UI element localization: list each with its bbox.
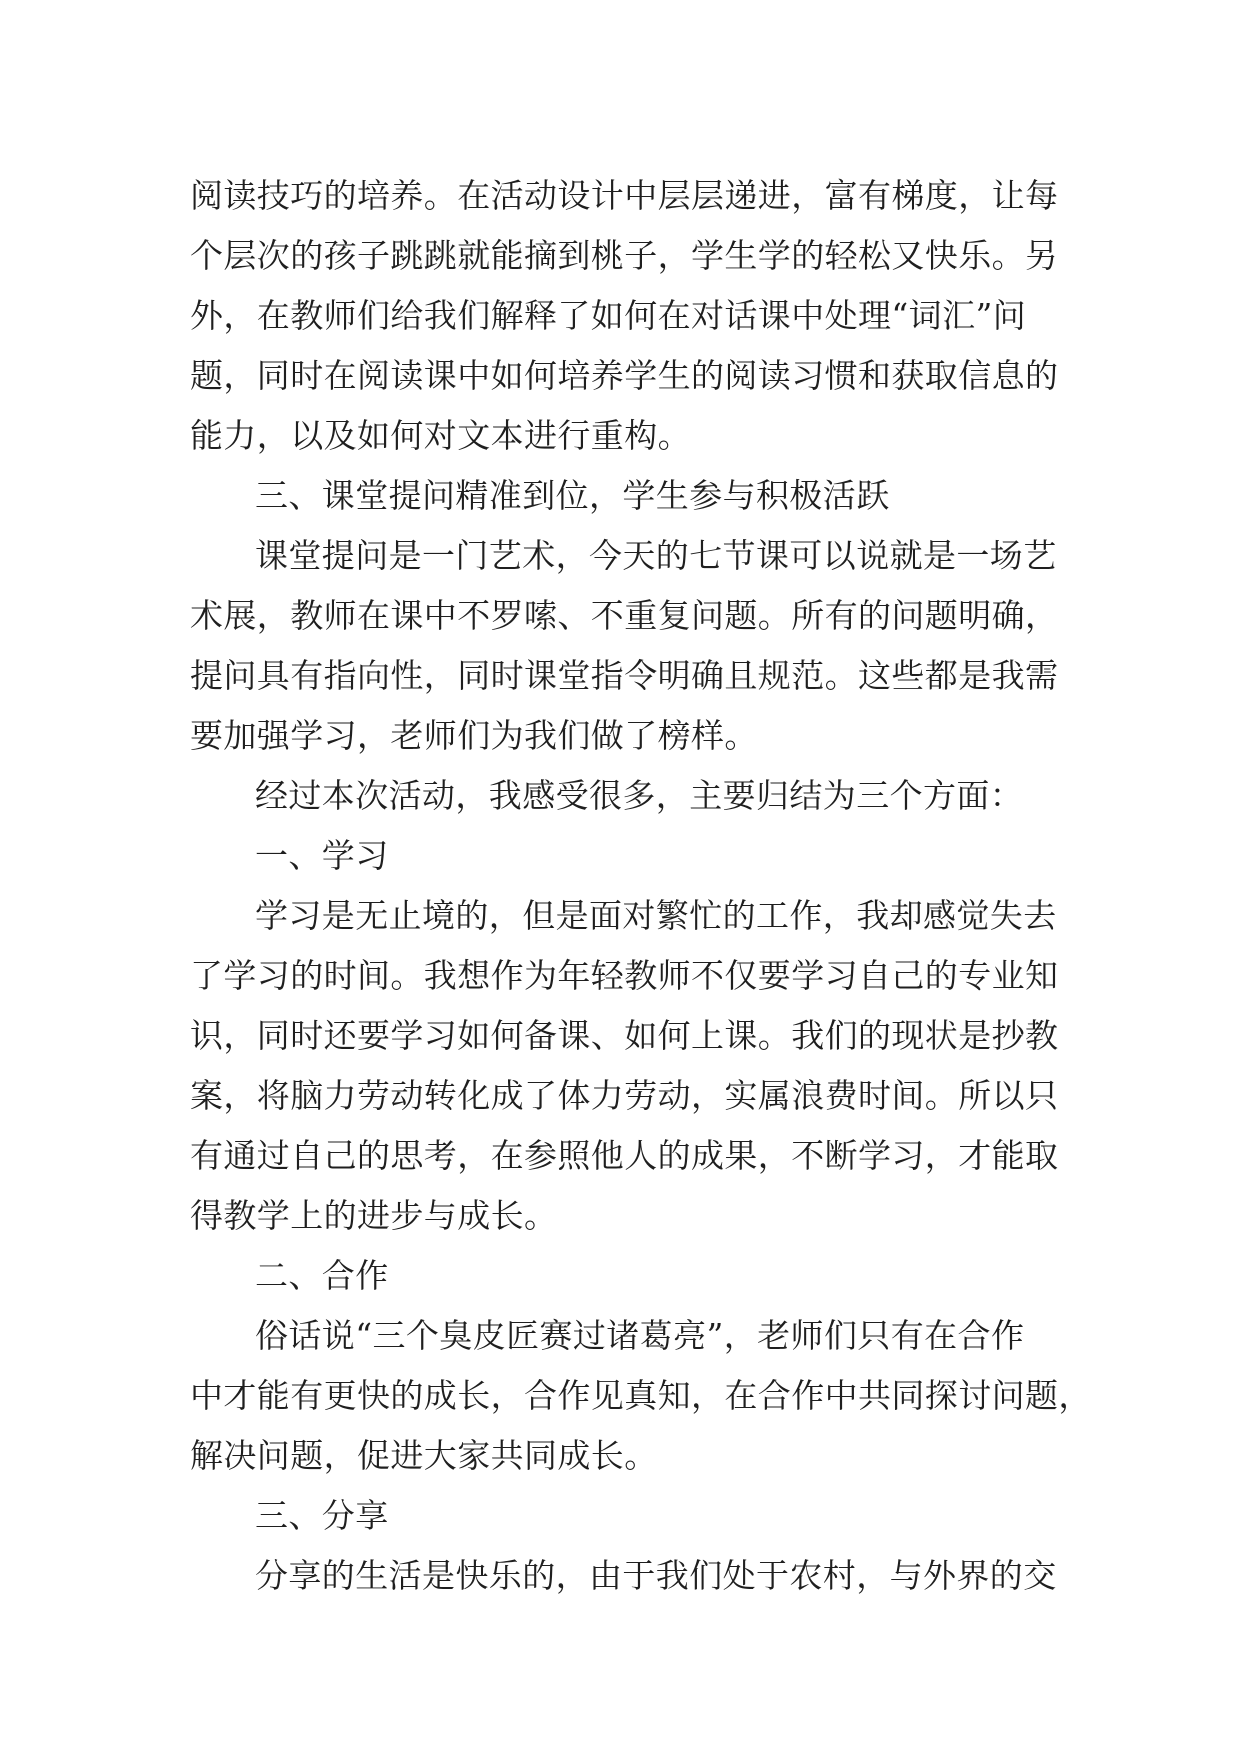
body-text-line: 分享的生活是快乐的，由于我们处于农村，与外界的交 — [255, 1556, 1057, 1595]
body-text-line: 要加强学习，老师们为我们做了榜样。 — [190, 716, 758, 755]
body-text-line: 外，在教师们给我们解释了如何在对话课中处理“词汇”问 — [190, 296, 1027, 335]
body-text-line: 提问具有指向性，同时课堂指令明确且规范。这些都是我需 — [190, 656, 1059, 695]
body-text-line: 能力，以及如何对文本进行重构。 — [190, 416, 691, 455]
body-text-line: 阅读技巧的培养。在活动设计中层层递进，富有梯度，让每 — [190, 176, 1059, 215]
section-heading: 一、学习 — [255, 836, 389, 875]
body-text-line: 课堂提问是一门艺术，今天的七节课可以说就是一场艺 — [255, 536, 1057, 575]
body-text-line: 有通过自己的思考，在参照他人的成果，不断学习，才能取 — [190, 1136, 1059, 1175]
body-text-line: 了学习的时间。我想作为年轻教师不仅要学习自己的专业知 — [190, 956, 1059, 995]
body-text-line: 俗话说“三个臭皮匠赛过诸葛亮”，老师们只有在合作 — [255, 1316, 1025, 1355]
section-heading: 三、课堂提问精准到位，学生参与积极活跃 — [255, 476, 890, 515]
body-text-line: 得教学上的进步与成长。 — [190, 1196, 558, 1235]
section-heading: 三、分享 — [255, 1496, 389, 1535]
body-text-line: 中才能有更快的成长，合作见真知，在合作中共同探讨问题， — [190, 1376, 1092, 1415]
body-text-line: 术展，教师在课中不罗嗦、不重复问题。所有的问题明确， — [190, 596, 1059, 635]
body-text-line: 个层次的孩子跳跳就能摘到桃子，学生学的轻松又快乐。另 — [190, 236, 1059, 275]
body-text-line: 题，同时在阅读课中如何培养学生的阅读习惯和获取信息的 — [190, 356, 1059, 395]
body-text-line: 案，将脑力劳动转化成了体力劳动，实属浪费时间。所以只 — [190, 1076, 1059, 1115]
body-text-line: 识，同时还要学习如何备课、如何上课。我们的现状是抄教 — [190, 1016, 1059, 1055]
body-text-line: 解决问题，促进大家共同成长。 — [190, 1436, 658, 1475]
body-text-line: 经过本次活动，我感受很多，主要归结为三个方面： — [255, 776, 1024, 815]
body-text-line: 学习是无止境的，但是面对繁忙的工作，我却感觉失去 — [255, 896, 1057, 935]
section-heading: 二、合作 — [255, 1256, 389, 1295]
